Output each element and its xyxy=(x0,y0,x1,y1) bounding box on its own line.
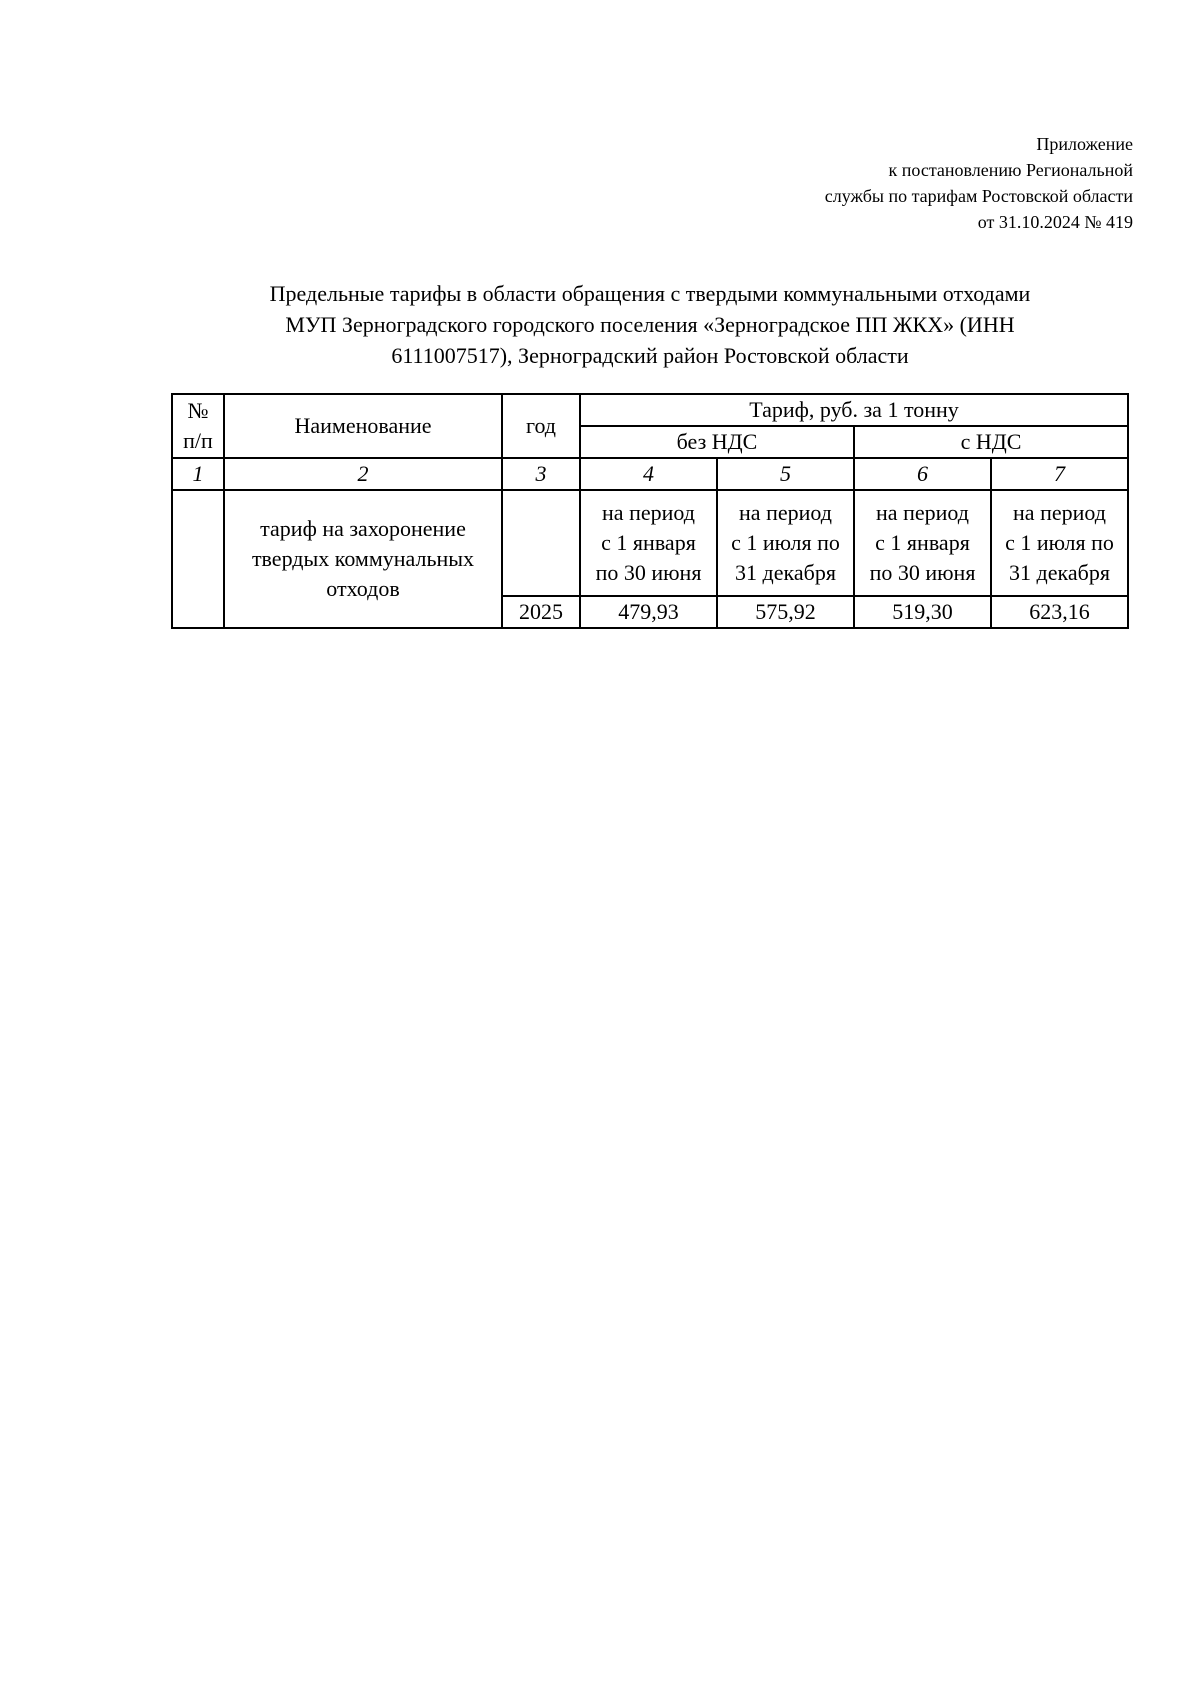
column-number: 1 xyxy=(172,458,224,490)
header-number-cell xyxy=(172,394,224,458)
column-number: 7 xyxy=(991,458,1128,490)
period-line: на период xyxy=(602,500,695,525)
column-number: 6 xyxy=(854,458,991,490)
header-number-abbr: п/п xyxy=(183,428,213,453)
period-line: на период xyxy=(876,500,969,525)
header-tariff-cell: Тариф, руб. за 1 тонну xyxy=(580,394,1128,426)
period-line: с 1 января xyxy=(875,530,970,555)
title-line: Предельные тарифы в области обращения с твердыми коммунальными отходами xyxy=(269,281,1031,306)
tariff-name-line: тариф на захоронение xyxy=(260,516,466,541)
row-number-cell xyxy=(172,490,224,628)
appendix-block xyxy=(825,131,1133,235)
tariff-name-cell xyxy=(224,490,502,628)
period-line: с 1 января xyxy=(601,530,696,555)
period-line: по 30 июня xyxy=(869,560,976,585)
header-year-cell: год xyxy=(502,394,580,458)
value-cell: 479,93 xyxy=(580,596,717,628)
document-title xyxy=(200,278,1100,371)
header-with-vat-cell: с НДС xyxy=(854,426,1128,458)
title-line: МУП Зерноградского городского поселения «Зерноградское ПП ЖКХ» (ИНН xyxy=(285,312,1015,337)
header-number-symbol: № xyxy=(187,398,209,423)
period-line: по 30 июня xyxy=(595,560,702,585)
value-cell: 519,30 xyxy=(854,596,991,628)
tariff-name-line: твердых коммунальных xyxy=(251,546,475,571)
column-number: 4 xyxy=(580,458,717,490)
appendix-line: службы по тарифам Ростовской области xyxy=(824,186,1133,206)
period-line: 31 декабря xyxy=(1009,560,1110,585)
period-line: 31 декабря xyxy=(735,560,836,585)
tariff-row xyxy=(172,490,1128,596)
column-number: 2 xyxy=(224,458,502,490)
period-cell-jul-dec-without-vat xyxy=(717,490,854,596)
header-name-cell: Наименование xyxy=(224,394,502,458)
period-cell-jan-jun-with-vat xyxy=(854,490,991,596)
header-without-vat-cell: без НДС xyxy=(580,426,854,458)
appendix-line: к постановлению Региональной xyxy=(888,160,1133,180)
year-empty-cell xyxy=(502,490,580,596)
year-cell: 2025 xyxy=(502,596,580,628)
appendix-line: от 31.10.2024 № 419 xyxy=(977,212,1133,232)
column-number: 5 xyxy=(717,458,854,490)
title-line: 6111007517), Зерноградский район Ростовской области xyxy=(391,343,909,368)
tariff-name-line: отходов xyxy=(326,576,400,601)
period-line: на период xyxy=(739,500,832,525)
header-row-1 xyxy=(172,394,1128,426)
column-number: 3 xyxy=(502,458,580,490)
period-line: на период xyxy=(1013,500,1106,525)
appendix-line: Приложение xyxy=(1036,134,1133,154)
period-cell-jul-dec-with-vat xyxy=(991,490,1128,596)
value-cell: 575,92 xyxy=(717,596,854,628)
period-line: с 1 июля по xyxy=(731,530,840,555)
value-cell: 623,16 xyxy=(991,596,1128,628)
column-number-row xyxy=(172,458,1128,490)
period-line: с 1 июля по xyxy=(1005,530,1114,555)
tariff-table xyxy=(171,393,1129,629)
period-cell-jan-jun-without-vat xyxy=(580,490,717,596)
